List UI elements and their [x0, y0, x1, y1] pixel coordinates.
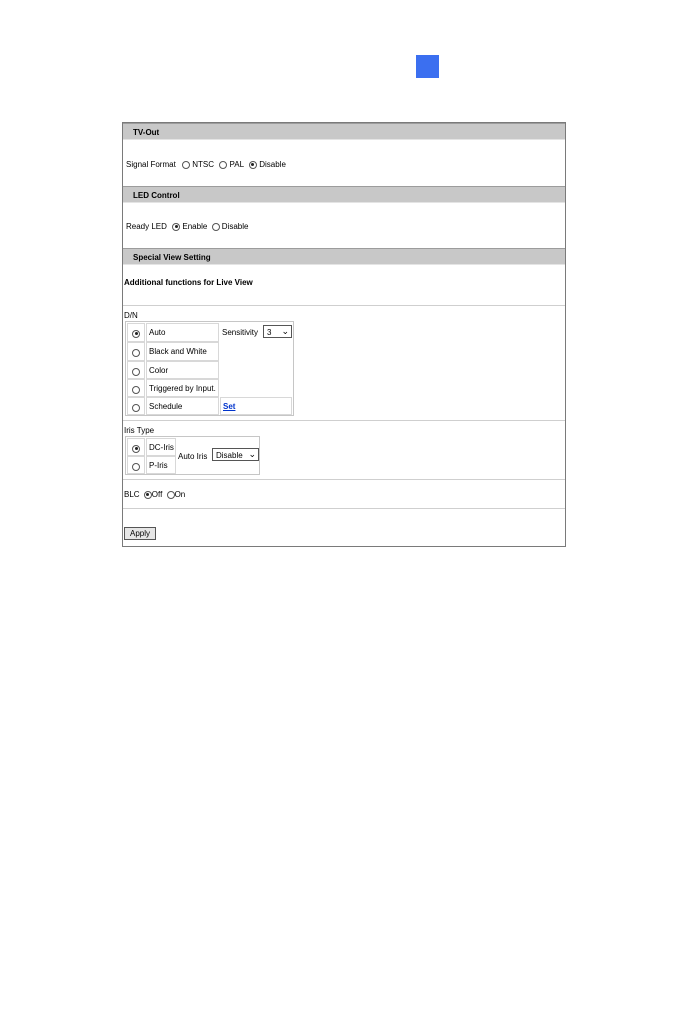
dn-bw-radio[interactable] — [132, 349, 140, 357]
tv-out-title: TV-Out — [133, 128, 160, 137]
special-view-subtitle: Additional functions for Live View — [124, 278, 253, 287]
signal-format-label: Signal Format — [126, 160, 176, 169]
dn-trigger-cell — [127, 379, 145, 397]
sensitivity-select[interactable] — [263, 325, 292, 338]
sensitivity-label: Sensitivity — [222, 328, 259, 337]
apply-button[interactable]: Apply — [124, 527, 156, 540]
dn-bw-cell — [127, 342, 145, 361]
dc-iris-label-cell — [146, 438, 176, 456]
divider — [123, 508, 565, 509]
ntsc-label[interactable]: NTSC — [192, 160, 215, 169]
tv-out-row — [126, 160, 286, 169]
chevron-down-icon: ⌄ — [281, 326, 289, 336]
page-marker — [416, 55, 439, 78]
dc-iris-label[interactable]: DC-Iris — [149, 443, 174, 452]
dn-trigger-radio[interactable] — [132, 386, 140, 394]
led-disable-radio[interactable] — [212, 223, 220, 231]
dn-trigger-label-cell — [146, 379, 219, 397]
ready-led-label: Ready LED — [126, 222, 167, 231]
special-view-title: Special View Setting — [133, 253, 211, 262]
pal-radio[interactable] — [219, 161, 227, 169]
dn-color-radio[interactable] — [132, 368, 140, 376]
sensitivity-value: 3 — [267, 327, 272, 337]
dn-schedule-cell — [127, 397, 145, 415]
iris-table — [125, 436, 260, 475]
p-iris-label[interactable]: P-Iris — [149, 461, 168, 470]
dn-auto-cell — [127, 323, 145, 342]
led-disable-label[interactable]: Disable — [221, 222, 249, 231]
dn-bw-label[interactable]: Black and White — [149, 347, 207, 356]
led-control-header — [123, 186, 565, 203]
dn-bw-label-cell — [146, 342, 219, 361]
blc-off-label[interactable]: Off — [151, 490, 163, 499]
blc-label: BLC — [124, 490, 140, 499]
set-link-cell — [220, 397, 292, 415]
p-iris-label-cell — [146, 456, 176, 474]
disable-radio[interactable] — [249, 161, 257, 169]
divider — [123, 305, 565, 306]
led-enable-label[interactable]: Enable — [182, 222, 208, 231]
disable-label[interactable]: Disable — [259, 160, 286, 169]
dn-color-label-cell — [146, 361, 219, 379]
dn-auto-radio[interactable] — [132, 330, 140, 338]
pal-label[interactable]: PAL — [229, 160, 244, 169]
auto-iris-select[interactable] — [212, 448, 259, 461]
schedule-set-link[interactable]: Set — [223, 402, 236, 411]
chevron-down-icon: ⌄ — [248, 449, 256, 459]
dn-auto-label[interactable]: Auto — [149, 328, 166, 337]
dn-color-label[interactable]: Color — [149, 366, 169, 375]
dn-trigger-label[interactable]: Triggered by Input. — [149, 384, 216, 393]
dn-schedule-label-cell — [146, 397, 219, 415]
dc-iris-radio[interactable] — [132, 445, 140, 453]
auto-iris-label: Auto Iris — [178, 452, 208, 461]
dn-label: D/N — [124, 311, 138, 320]
dn-auto-label-cell — [146, 323, 219, 342]
p-iris-cell — [127, 456, 145, 474]
special-view-header — [123, 248, 565, 265]
tv-out-header — [123, 123, 565, 140]
settings-panel — [122, 122, 566, 547]
blc-off-radio[interactable] — [144, 491, 152, 499]
led-control-title: LED Control — [133, 191, 180, 200]
iris-type-label: Iris Type — [124, 426, 155, 435]
p-iris-radio[interactable] — [132, 463, 140, 471]
divider — [123, 420, 565, 421]
auto-iris-value: Disable — [216, 450, 243, 460]
dc-iris-cell — [127, 438, 145, 456]
blc-row — [124, 490, 185, 499]
led-enable-radio[interactable] — [172, 223, 180, 231]
blc-on-label[interactable]: On — [174, 490, 186, 499]
blc-on-radio[interactable] — [167, 491, 175, 499]
dn-schedule-label[interactable]: Schedule — [149, 402, 183, 411]
ntsc-radio[interactable] — [182, 161, 190, 169]
ready-led-row — [126, 222, 248, 231]
divider — [123, 479, 565, 480]
dn-color-cell — [127, 361, 145, 379]
dn-schedule-radio[interactable] — [132, 404, 140, 412]
dn-table — [125, 321, 294, 416]
